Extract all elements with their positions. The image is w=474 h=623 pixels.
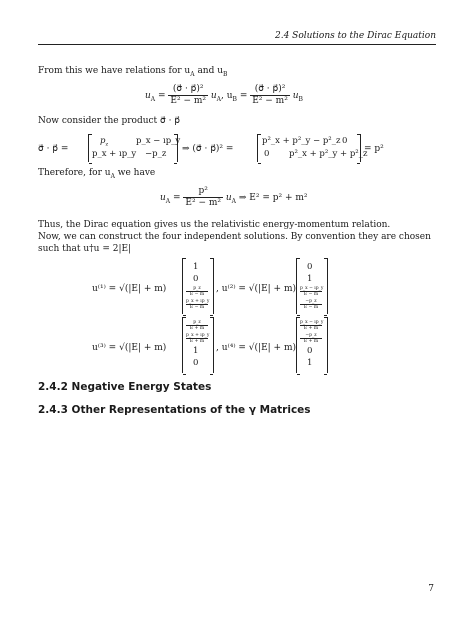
spinor-fraction: p_z E − m (186, 286, 208, 297)
page-number: 7 (428, 584, 434, 594)
equation-energy-momentum: $u_A$ = $\frac{\text{p²}}{\text{E² − m²}}$ $u_A$ ⇒ E² = p² + m² (160, 186, 308, 208)
spinor-fraction: p_x − ıp_y E + m (300, 320, 324, 331)
section-heading-negative-energy: 2.4.2 Negative Energy States (38, 381, 212, 393)
matrix-cell: p_x − ıp_y (136, 136, 181, 146)
spinor-entry: 1 (193, 262, 199, 272)
spinor-fraction: −p_z E + m (300, 333, 322, 344)
matrix-cell: p²_x + p²_y + p²_z (289, 149, 368, 159)
spinor-entry: 1 (193, 346, 199, 356)
spinor-fraction: p_z E + m (186, 320, 208, 331)
spinor-fraction: −p_z E − m (300, 299, 322, 310)
matrix-cell: $p_z$ (100, 136, 109, 148)
paragraph-therefore: Therefore, for $u_A$ we have (38, 168, 156, 180)
paragraph-product: Now consider the product σ⃗ · p⃗ (38, 116, 181, 126)
spinor-entry: 1 (307, 358, 313, 368)
spinor-fraction: p_x + ıp_y E + m (186, 333, 210, 344)
equation-implies-square: ⇒ (σ⃗ · p⃗)² = (182, 144, 234, 154)
section-heading-gamma-representations: 2.4.3 Other Representations of the γ Matrices (38, 404, 311, 416)
spinor-u4-label: , u⁽⁴⁾ = √(|E| + m) (216, 343, 296, 353)
spinor-u2-label: , u⁽²⁾ = √(|E| + m) (216, 284, 296, 294)
paragraph-relations: From this we have relations for $u_A$ and $u_B$ (38, 66, 228, 78)
equation-ua-ub: $u_A$ = $\frac{\text{(σ⃗ · p⃗)²}}{\text{E² − m²}}$ $u_A$, $u_B$ = $\frac{\text{(σ⃗ · p⃗)²}}{\text{E² − m²}}$ $u_B$ (145, 84, 303, 106)
matrix-cell: −p_z (145, 149, 167, 159)
equation-equals-p2: = p² (364, 144, 384, 154)
spinor-entry: 0 (307, 346, 313, 356)
spinor-entry: 0 (193, 274, 199, 284)
spinor-u3-label: u⁽³⁾ = √(|E| + m) (92, 343, 167, 353)
matrix-cell: p_x + ıp_y (92, 149, 137, 159)
spinor-fraction: p_x + ıp_y E − m (186, 299, 210, 310)
spinor-entry: 0 (307, 262, 313, 272)
matrix-cell: 0 (264, 149, 270, 159)
spinor-u1-label: u⁽¹⁾ = √(|E| + m) (92, 284, 167, 294)
matrix-cell: 0 (342, 136, 348, 146)
equation-sigma-p-lhs: σ⃗ · p⃗ = (38, 144, 69, 154)
paragraph-normalization: such that u†u = 2|E| (38, 244, 132, 254)
running-header: 2.4 Solutions to the Dirac Equation (38, 31, 436, 45)
paragraph-relation-statement: Thus, the Dirac equation gives us the relativistic energy-momentum relation. (38, 220, 391, 230)
spinor-entry: 1 (307, 274, 313, 284)
spinor-entry: 0 (193, 358, 199, 368)
spinor-fraction: p_x − ıp_y E − m (300, 286, 324, 297)
paragraph-construct-solutions: Now, we can construct the four independent solutions. By convention they are chosen (38, 232, 431, 242)
matrix-cell: p²_x + p²_y − p²_z (262, 136, 341, 146)
